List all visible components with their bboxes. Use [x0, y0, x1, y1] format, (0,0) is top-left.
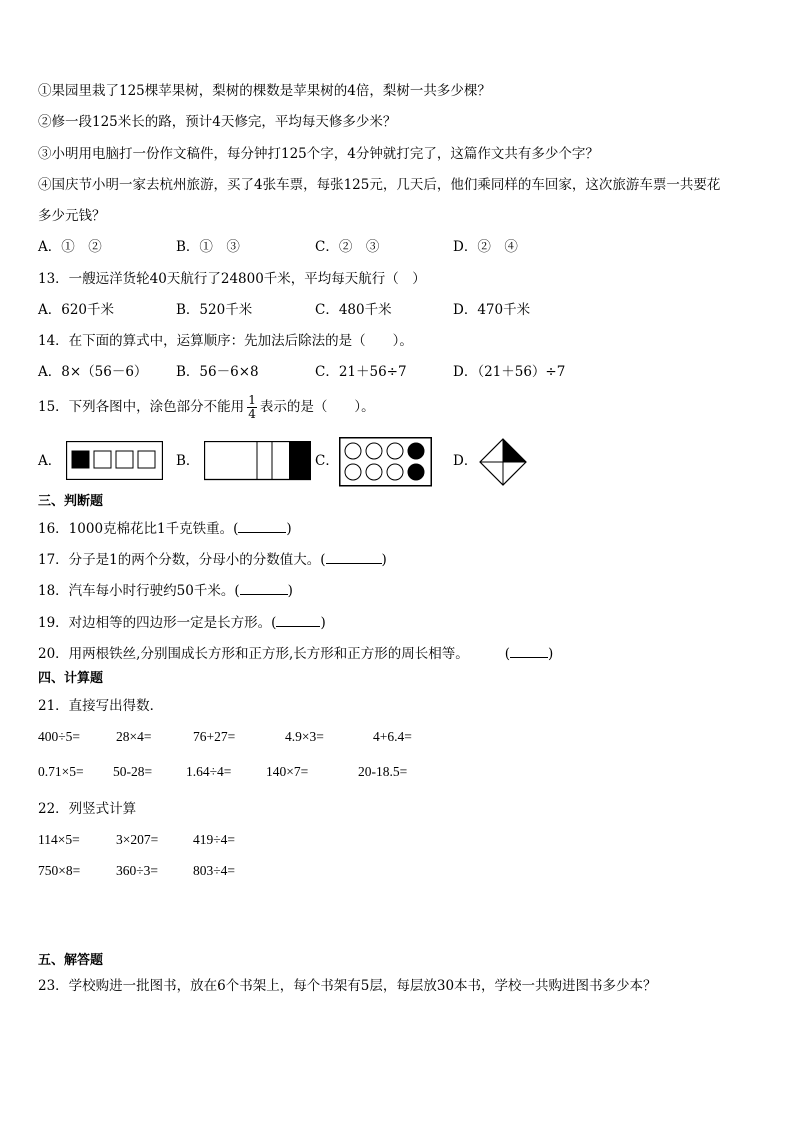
q23: 23．学校购进一批图书，放在6个书架上，每个书架有5层，每层放30本书，学校一共购进图书多少本？ — [38, 978, 657, 994]
q15-stem — [38, 392, 375, 422]
q12-item3: ③小明用电脑打一份作文稿件，每分钟打125个字，4分钟就打完了，这篇作文共有多少个字？ — [38, 146, 599, 162]
q14-option-c: C．21＋56÷7 — [315, 364, 407, 380]
answer-blank[interactable] — [510, 644, 548, 658]
q19 — [38, 613, 326, 632]
q21-calc: 4.9×3= — [285, 729, 324, 744]
section-3-title: 三、判断题 — [38, 494, 104, 509]
q22-calc: 750×8= — [38, 863, 81, 878]
q21-stem: 21．直接写出得数． — [38, 698, 164, 714]
q15-stem-post: 表示的是（ ）。 — [259, 399, 375, 415]
q22-calc: 3×207= — [116, 832, 159, 847]
q21-calc: 4+6.4= — [373, 729, 412, 744]
fraction-numerator: 1 — [248, 393, 256, 407]
figure-b-bar — [204, 441, 311, 481]
q12-option-b: B．① ③ — [176, 239, 240, 255]
answer-blank[interactable] — [240, 581, 288, 595]
answer-blank[interactable] — [238, 519, 286, 533]
q21-calc: 20-18.5= — [358, 764, 408, 779]
q22-calc: 419÷4= — [193, 832, 236, 847]
close-paren: ) — [287, 583, 293, 599]
fraction-one-quarter — [247, 394, 257, 421]
figure-c-circles — [339, 437, 432, 487]
q22-calc: 114×5= — [38, 832, 80, 847]
q21-calc: 28×4= — [116, 729, 152, 744]
q13-option-b: B．520千米 — [176, 302, 253, 318]
figure-d-diamond — [479, 438, 527, 486]
q14-option-a: A．8×（56－6） — [38, 364, 148, 380]
q20 — [38, 644, 553, 663]
q22-calc: 803÷4= — [193, 863, 236, 878]
fraction-denominator: 4 — [248, 407, 256, 421]
q12-item1: ①果园里栽了125棵苹果树，梨树的棵数是苹果树的4倍，梨树一共多少棵？ — [38, 83, 491, 99]
q12-item4-line2: 多少元钱？ — [38, 208, 106, 224]
section-4-title: 四、计算题 — [38, 671, 104, 686]
q13-option-a: A．620千米 — [38, 302, 115, 318]
q21-calc: 400÷5= — [38, 729, 81, 744]
q14-option-b: B．56－6×8 — [176, 364, 259, 380]
q12-item4-line1: ④国庆节小明一家去杭州旅游，买了4张车票，每张125元，几天后，他们乘同样的车回家，这次旅游车票一共要花 — [38, 177, 721, 193]
open-paren: ( — [504, 646, 511, 662]
q21-calc: 76+27= — [193, 729, 236, 744]
q12-option-c: C．② ③ — [315, 239, 380, 255]
close-paren: ) — [320, 615, 326, 631]
section-5-title: 五、解答题 — [38, 953, 104, 968]
q14-option-d: D．（21＋56）÷7 — [453, 364, 566, 380]
q13-option-d: D．470千米 — [453, 302, 531, 318]
q21-calc: 50-28= — [113, 764, 153, 779]
q20-text: 20．用两根铁丝,分别围成长方形和正方形,长方形和正方形的周长相等。 — [38, 646, 469, 662]
q15-label-a: A． — [38, 453, 62, 469]
close-paren: ) — [381, 552, 387, 568]
q21-calc: 0.71×5= — [38, 764, 84, 779]
q15-label-b: B． — [176, 453, 200, 469]
q21-calc: 1.64÷4= — [186, 764, 232, 779]
q17-text: 17．分子是1的两个分数，分母小的分数值大。( — [38, 552, 326, 568]
q22-stem: 22．列竖式计算 — [38, 801, 137, 817]
answer-blank[interactable] — [276, 613, 320, 627]
q21-calc: 140×7= — [266, 764, 309, 779]
q13-stem: 13．一艘远洋货轮40天航行了24800千米，平均每天航行（ ） — [38, 271, 426, 287]
q15-label-d: D． — [453, 453, 478, 469]
q19-text: 19．对边相等的四边形一定是长方形。( — [38, 615, 277, 631]
q18-text: 18．汽车每小时行驶约50千米。( — [38, 583, 240, 599]
q16-text: 16．1000克棉花比1千克铁重。( — [38, 521, 239, 537]
q15-label-c: C． — [315, 453, 339, 469]
q18 — [38, 581, 293, 600]
close-paren: ) — [548, 646, 554, 662]
close-paren: ) — [286, 521, 292, 537]
q12-option-d: D．② ④ — [453, 239, 518, 255]
q12-option-a: A．① ② — [38, 239, 102, 255]
q13-option-c: C．480千米 — [315, 302, 392, 318]
q17 — [38, 550, 387, 569]
q14-stem: 14．在下面的算式中，运算顺序：先加法后除法的是（ ）。 — [38, 333, 413, 349]
answer-blank[interactable] — [326, 550, 382, 564]
q15-stem-pre: 15．下列各图中，涂色部分不能用 — [38, 399, 245, 415]
figure-a-squares — [66, 441, 163, 480]
q22-calc: 360÷3= — [116, 863, 159, 878]
q12-item2: ②修一段125米长的路，预计4天修完，平均每天修多少米？ — [38, 114, 397, 130]
q16 — [38, 519, 292, 538]
